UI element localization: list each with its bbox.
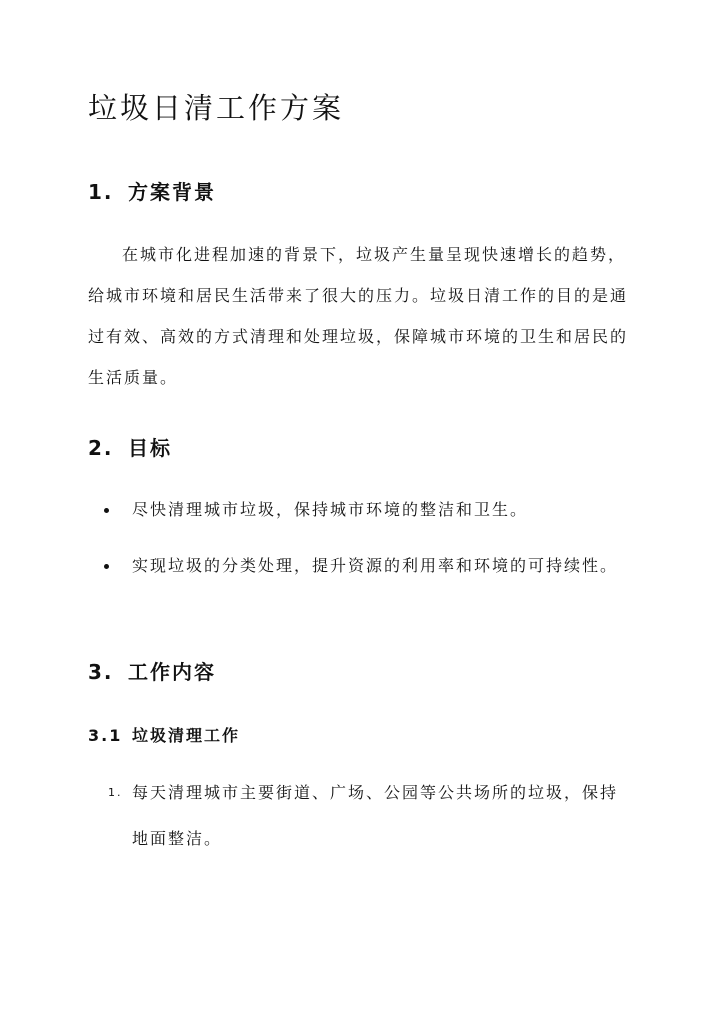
bullet-icon — [104, 508, 109, 513]
section-heading-goals — [88, 432, 172, 461]
section-heading-background — [88, 176, 216, 205]
list-item — [108, 543, 618, 589]
subsection-title: 垃圾清理工作 — [132, 726, 241, 745]
section-title: 目标 — [128, 436, 172, 460]
section-number: 3. — [88, 660, 114, 684]
background-paragraph: 在城市化进程加速的背景下，垃圾产生量呈现快速增长的趋势，给城市环境和居民生活带来了很大的压力。垃圾日清工作的目的是通过有效、高效的方式清理和处理垃圾，保障城市环境的卫生和居民的生活质量。 — [88, 245, 629, 387]
list-item-text: 尽快清理城市垃圾，保持城市环境的整洁和卫生。 — [132, 500, 529, 519]
section-title: 工作内容 — [128, 660, 216, 684]
numbered-list-item — [108, 770, 618, 862]
list-item-number: 1. — [108, 786, 123, 799]
subsection-heading-garbage-cleaning — [88, 723, 240, 746]
list-item-text: 每天清理城市主要街道、广场、公园等公共场所的垃圾，保持地面整洁。 — [132, 783, 619, 848]
document-title: 垃圾日清工作方案 — [88, 91, 345, 125]
list-item-text: 实现垃圾的分类处理，提升资源的利用率和环境的可持续性。 — [132, 556, 619, 575]
bullet-icon — [104, 564, 109, 569]
section-heading-work-content — [88, 656, 216, 685]
list-item — [108, 487, 618, 533]
section-title: 方案背景 — [128, 180, 216, 204]
section-number: 2. — [88, 436, 114, 460]
subsection-number: 3.1 — [88, 726, 123, 745]
section-number: 1. — [88, 180, 114, 204]
